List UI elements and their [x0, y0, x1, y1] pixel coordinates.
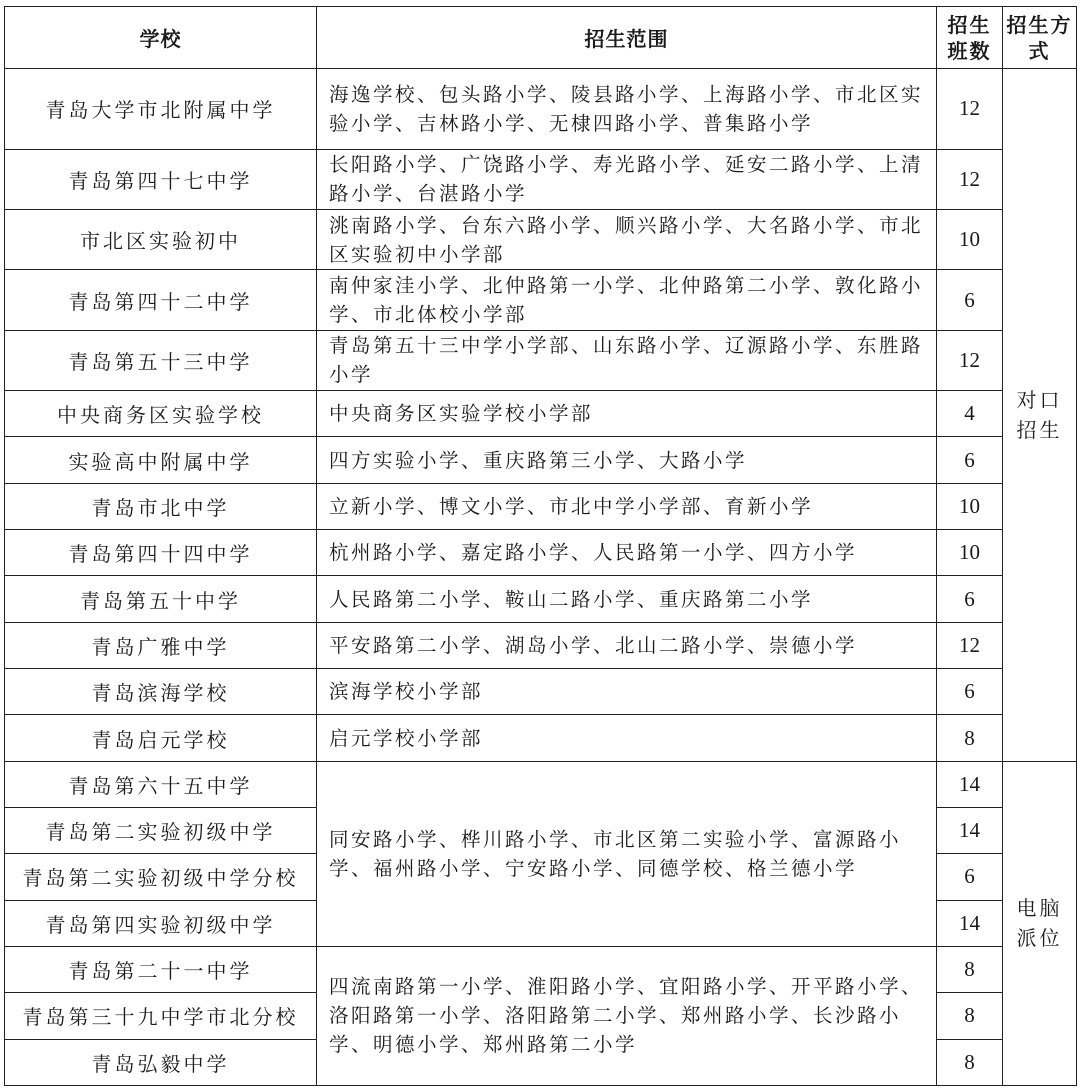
school-cell: 青岛第二实验初级中学分校 [5, 854, 317, 900]
admission-table [4, 6, 1077, 1086]
school-cell: 中央商务区实验学校 [5, 391, 317, 437]
school-cell: 市北区实验初中 [5, 209, 317, 269]
classes-cell: 6 [937, 669, 1003, 715]
school-cell: 青岛第二实验初级中学 [5, 807, 317, 853]
classes-cell: 4 [937, 391, 1003, 437]
scope-cell: 海逸学校、包头路小学、陵县路小学、上海路小学、市北区实验小学、吉林路小学、无棣四路小学、普集路小学 [317, 69, 937, 150]
header-classes: 招生班数 [937, 7, 1003, 69]
classes-cell: 14 [937, 900, 1003, 946]
scope-cell: 四流南路第一小学、淮阳路小学、宜阳路小学、开平路小学、洛阳路第一小学、洛阳路第二小学、郑州路小学、长沙路小学、明德小学、郑州路第二小学 [317, 946, 937, 1085]
classes-cell: 10 [937, 530, 1003, 576]
school-cell: 青岛第四十七中学 [5, 149, 317, 209]
table-row [5, 576, 1077, 622]
table-row [5, 622, 1077, 668]
scope-cell: 南仲家洼小学、北仲路第一小学、北仲路第二小学、敦化路小学、市北体校小学部 [317, 270, 937, 330]
table-row [5, 69, 1077, 150]
table-row [5, 209, 1077, 269]
school-cell: 青岛第二十一中学 [5, 946, 317, 992]
table-row [5, 530, 1077, 576]
table-row [5, 483, 1077, 529]
scope-cell: 同安路小学、桦川路小学、市北区第二实验小学、富源路小学、福州路小学、宁安路小学、同德学校、格兰德小学 [317, 761, 937, 946]
school-cell: 青岛市北中学 [5, 483, 317, 529]
scope-cell: 平安路第二小学、湖岛小学、北山二路小学、崇德小学 [317, 622, 937, 668]
school-cell: 青岛第五十三中学 [5, 330, 317, 390]
table-row [5, 761, 1077, 807]
scope-cell: 立新小学、博文小学、市北中学小学部、育新小学 [317, 483, 937, 529]
school-cell: 青岛广雅中学 [5, 622, 317, 668]
table-row [5, 669, 1077, 715]
table-row [5, 149, 1077, 209]
school-cell: 青岛第四实验初级中学 [5, 900, 317, 946]
table-row [5, 330, 1077, 390]
classes-cell: 6 [937, 270, 1003, 330]
classes-cell: 8 [937, 1039, 1003, 1085]
header-school: 学校 [5, 7, 317, 69]
school-cell: 青岛第三十九中学市北分校 [5, 993, 317, 1039]
scope-cell: 杭州路小学、嘉定路小学、人民路第一小学、四方小学 [317, 530, 937, 576]
scope-cell: 启元学校小学部 [317, 715, 937, 761]
scope-cell: 人民路第二小学、鞍山二路小学、重庆路第二小学 [317, 576, 937, 622]
scope-cell: 洮南路小学、台东六路小学、顺兴路小学、大名路小学、市北区实验初中小学部 [317, 209, 937, 269]
header-scope: 招生范围 [317, 7, 937, 69]
school-cell: 青岛大学市北附属中学 [5, 69, 317, 150]
scope-cell: 滨海学校小学部 [317, 669, 937, 715]
school-cell: 青岛启元学校 [5, 715, 317, 761]
classes-cell: 6 [937, 576, 1003, 622]
classes-cell: 6 [937, 437, 1003, 483]
school-cell: 青岛弘毅中学 [5, 1039, 317, 1085]
classes-cell: 10 [937, 483, 1003, 529]
scope-cell: 长阳路小学、广饶路小学、寿光路小学、延安二路小学、上清路小学、台湛路小学 [317, 149, 937, 209]
table-row [5, 946, 1077, 992]
table-row [5, 437, 1077, 483]
method-cell: 电脑派位 [1003, 761, 1077, 1085]
classes-cell: 14 [937, 807, 1003, 853]
scope-cell: 青岛第五十三中学小学部、山东路小学、辽源路小学、东胜路小学 [317, 330, 937, 390]
header-row [5, 7, 1077, 69]
school-cell: 青岛第六十五中学 [5, 761, 317, 807]
method-cell: 对口招生 [1003, 69, 1077, 762]
scope-cell: 中央商务区实验学校小学部 [317, 391, 937, 437]
table-row [5, 270, 1077, 330]
classes-cell: 8 [937, 715, 1003, 761]
school-cell: 青岛第四十四中学 [5, 530, 317, 576]
school-cell: 青岛滨海学校 [5, 669, 317, 715]
table-row [5, 715, 1077, 761]
scope-cell: 四方实验小学、重庆路第三小学、大路小学 [317, 437, 937, 483]
classes-cell: 8 [937, 946, 1003, 992]
classes-cell: 14 [937, 761, 1003, 807]
classes-cell: 10 [937, 209, 1003, 269]
classes-cell: 12 [937, 149, 1003, 209]
header-method: 招生方式 [1003, 7, 1077, 69]
school-cell: 青岛第五十中学 [5, 576, 317, 622]
classes-cell: 8 [937, 993, 1003, 1039]
classes-cell: 12 [937, 330, 1003, 390]
classes-cell: 12 [937, 69, 1003, 150]
classes-cell: 6 [937, 854, 1003, 900]
school-cell: 实验高中附属中学 [5, 437, 317, 483]
table-row [5, 391, 1077, 437]
classes-cell: 12 [937, 622, 1003, 668]
school-cell: 青岛第四十二中学 [5, 270, 317, 330]
